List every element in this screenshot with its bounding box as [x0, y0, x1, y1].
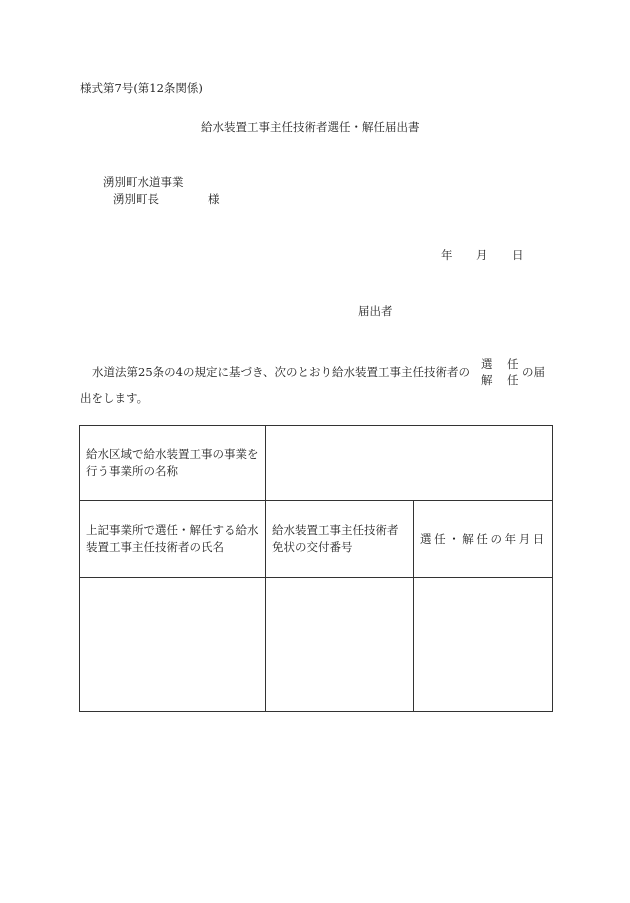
addressee-organization: 湧別町水道事業 [103, 175, 184, 189]
technician-name-header-line2: 装置工事主任技術者の氏名 [86, 540, 224, 554]
date-month-label: 月 [476, 248, 488, 262]
notification-table [79, 425, 553, 712]
office-name-value-cell [266, 426, 553, 501]
applicant-label: 届出者 [358, 304, 393, 318]
statement-option-appoint: 選任 [481, 357, 533, 371]
addressee-name: 湧別町長 [113, 192, 159, 206]
table-row-entry [80, 578, 553, 712]
table-row-headers [80, 501, 553, 578]
table-row-office [80, 426, 553, 501]
technician-name-header-line1: 上記事業所で選任・解任する給水 [86, 523, 259, 537]
date-year-label: 年 [441, 248, 453, 262]
office-name-label-cell [80, 426, 266, 501]
technician-name-value-cell [80, 578, 266, 712]
license-number-header-cell [266, 501, 414, 578]
office-name-label-line2: 行う事業所の名称 [86, 464, 178, 478]
date-day-label: 日 [512, 248, 524, 262]
statement-option-dismiss: 解任 [481, 373, 533, 387]
statement-line1-end: の届 [522, 365, 545, 379]
statement-line2: 出をします。 [80, 391, 149, 405]
license-number-value-cell [266, 578, 414, 712]
date-header: 選任・解任の年月日 [420, 531, 547, 546]
license-number-header-line2: 免状の交付番号 [272, 540, 353, 554]
addressee-honorific: 様 [208, 192, 220, 206]
statement-line1: 水道法第25条の4の規定に基づき、次のとおり給水装置工事主任技術者の [92, 365, 470, 379]
document-title: 給水装置工事主任技術者選任・解任届出書 [201, 120, 420, 134]
office-name-label-line1: 給水区域で給水装置工事の事業を [86, 447, 259, 461]
license-number-header-line1: 給水装置工事主任技術者 [272, 523, 399, 537]
technician-name-header-cell [80, 501, 266, 578]
date-header-cell [414, 501, 553, 578]
form-number: 様式第7号(第12条関係) [80, 81, 203, 95]
date-value-cell [414, 578, 553, 712]
